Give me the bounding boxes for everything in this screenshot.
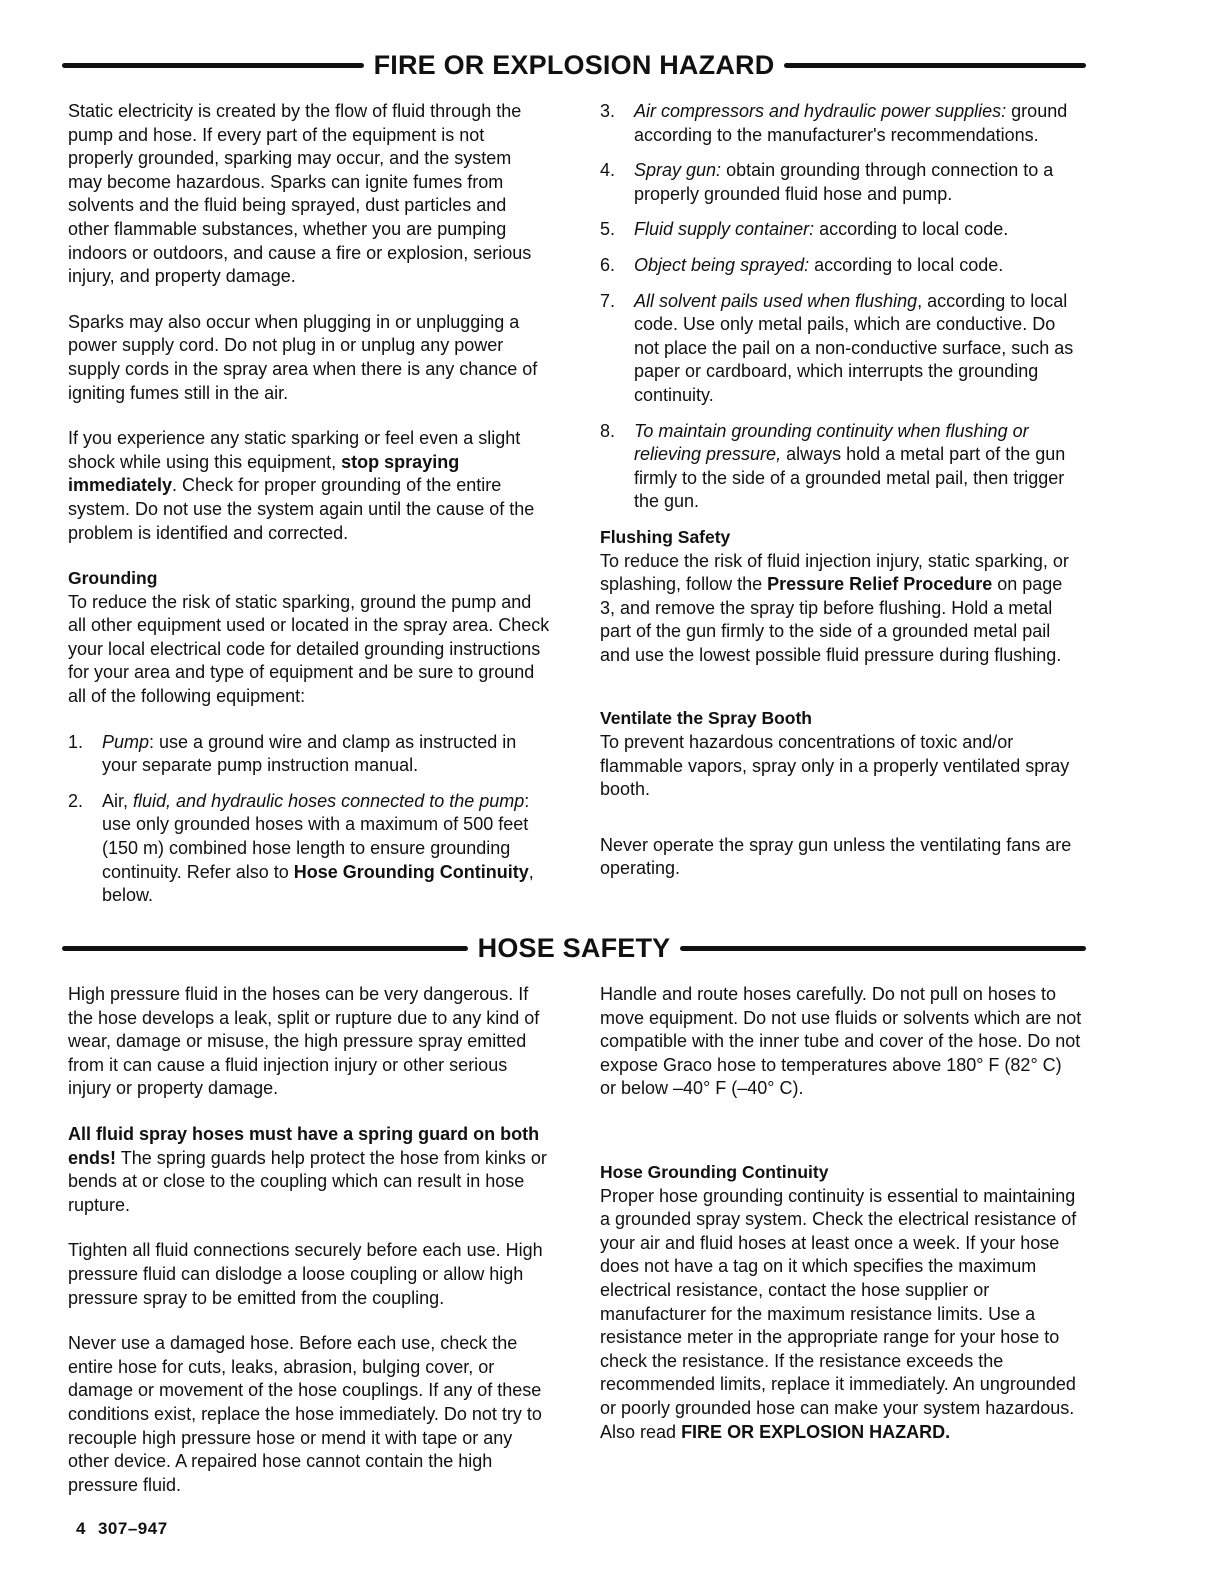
sparks-paragraph: Sparks may also occur when plugging in or unplugging a power supply cord. Do not plug in or unplug any power supply cords in the spray area when there is any chance of igniting fumes still in the air.	[68, 311, 538, 403]
static-intro-paragraph: Static electricity is created by the flow of fluid through the pump and hose. If every part of the equipment is not properly grounded, sparking may occur, and the system may become hazardous. Sparks can ignite fumes from solvents and the fluid being sprayed, dust particles and other flammable substances, whether you are pumping indoors or outdoors, and cause a fire or explosion, serious injury, and property damage.	[68, 101, 532, 287]
static-text-post: . Check for proper grounding of the entire system. Do not use the system again until the cause of the problem is identified and corrected.	[68, 475, 535, 543]
never-operate-paragraph: Never operate the spray gun unless the ventilating fans are operating.	[600, 834, 1072, 879]
page-number: 4	[76, 1519, 86, 1538]
high-pressure-paragraph: High pressure fluid in the hoses can be very dangerous. If the hose develops a leak, split or rupture due to any kind of wear, damage or misuse, the high pressure spray emitted from it can cause a fluid injection injury or other serious injury or property damage.	[68, 984, 540, 1099]
document-number: 307–947	[97, 1519, 168, 1538]
spring-guard-warning: All fluid spray hoses must have a spring guard on both ends!	[68, 1123, 540, 1168]
page-footer	[76, 1519, 168, 1539]
hose-right-column	[600, 983, 1082, 1466]
heading-rule-left	[62, 946, 468, 951]
tighten-connections-paragraph: Tighten all fluid connections securely before each use. High pressure fluid can dislodge a loose coupling or allow high pressure spray to be emitted from the coupling.	[68, 1240, 543, 1308]
list-item: 4. Spray gun: obtain grounding through connection to a properly grounded fluid hose and pump.	[600, 160, 1054, 204]
list-item: 3. Air compressors and hydraulic power supplies: ground according to the manufacturer's recommendations.	[600, 101, 1068, 145]
list-item: 5. Fluid supply container: according to local code.	[600, 219, 1009, 240]
hose-grounding-heading: Hose Grounding Continuity	[600, 1161, 829, 1182]
fire-hazard-heading	[62, 50, 1086, 81]
flushing-safety-heading: Flushing Safety	[600, 526, 731, 547]
list-item: 8. To maintain grounding continuity when flushing or relieving pressure, always hold a metal part of the gun firmly to the side of a grounded metal pail, then trigger the gun.	[600, 420, 1066, 512]
spring-guard-paragraph: All fluid spray hoses must have a spring guard on both ends! The spring guards help protect the hose from kinks or bends at or close to the coupling which can result in hose rupture.	[68, 1123, 547, 1215]
static-text-pre: If you experience any static sparking or feel even a slight shock while using this equipment,	[68, 428, 521, 472]
damaged-hose-paragraph: Never use a damaged hose. Before each use, check the entire hose for cuts, leaks, abrasion, bulging cover, or damage or movement of the hose couplings. If any of these conditions exist, replace the hose immediately. Do not try to recouple high pressure hose or mend it with tape or any other device. A repaired hose cannot contain the high pressure fluid.	[68, 1333, 542, 1495]
stop-spraying-warning: stop spraying immediately	[68, 451, 460, 496]
grounding-list-left	[68, 731, 550, 908]
fire-right-column	[600, 100, 1082, 903]
grounding-paragraph: To reduce the risk of static sparking, ground the pump and all other equipment used or located in the spray area. Check your local electrical code for detailed grounding instructions for your area and type of equipment and be sure to ground all of the following equipment:	[68, 591, 550, 707]
hose-safety-title: HOSE SAFETY	[477, 933, 671, 963]
flushing-safety-paragraph: To reduce the risk of fluid injection injury, static sparking, or splashing, follow the Pressure Relief Procedure on page 3, and remove the spray tip before flushing. Hold a metal part of the gun firmly to the side of a grounded metal pail and use the lowest possible fluid pressure during flushing.	[600, 550, 1069, 665]
static-sparking-paragraph	[68, 427, 550, 545]
list-item: 1. Pump: use a ground wire and clamp as instructed in your separate pump instruction manual.	[68, 731, 517, 776]
ventilate-paragraph: To prevent hazardous concentrations of toxic and/or flammable vapors, spray only in a properly ventilated spray booth.	[600, 732, 1070, 800]
fire-left-column	[68, 100, 550, 920]
heading-rule-right	[680, 946, 1086, 951]
handle-hoses-paragraph: Handle and route hoses carefully. Do not pull on hoses to move equipment. Do not use fluids or solvents which are not compatible with the inner tube and cover of the hose. Do not expose Graco hose to temperatures above 180° F (82° C) or below –40° F (–40° C).	[600, 984, 1082, 1099]
heading-rule-left	[62, 63, 364, 68]
grounding-list-right	[600, 100, 1082, 514]
fire-hazard-title: FIRE OR EXPLOSION HAZARD	[373, 50, 775, 80]
list-item: 6. Object being sprayed: according to local code.	[600, 254, 1004, 275]
heading-rule-right	[784, 63, 1086, 68]
fire-hazard-reference: FIRE OR EXPLOSION HAZARD.	[681, 1421, 951, 1442]
hose-left-column	[68, 983, 550, 1519]
list-item: 7. All solvent pails used when flushing, according to local code. Use only metal pails, which are conductive. Do not place the pail on a non-conductive surface, such as paper or cardboard, which interrupts the grounding continuity.	[600, 290, 1074, 405]
ventilate-heading: Ventilate the Spray Booth	[600, 708, 812, 729]
pressure-relief-procedure-ref: Pressure Relief Procedure	[767, 574, 993, 595]
hose-safety-heading	[62, 933, 1086, 964]
grounding-heading: Grounding	[68, 568, 158, 589]
hose-grounding-paragraph: Proper hose grounding continuity is essential to maintaining a grounded spray system. Check the electrical resistance of your air and fluid hoses at least once a week. If your hose does not have a tag on it which specifies the maximum electrical resistance, contact the hose supplier or manufacturer for the maximum resistance limits. Use a resistance meter in the appropriate range for your hose to check the resistance. If the resistance exceeds the recommended limits, replace it immediately. An ungrounded or poorly grounded hose can make your system hazardous. Also read FIRE OR EXPLOSION HAZARD.	[600, 1185, 1077, 1442]
list-item: 2. Air, fluid, and hydraulic hoses connected to the pump: use only grounded hoses with a maximum of 500 feet (150 m) combined hose length to ensure grounding continuity. Refer also to Hose Grounding Continuity, below.	[68, 790, 534, 906]
